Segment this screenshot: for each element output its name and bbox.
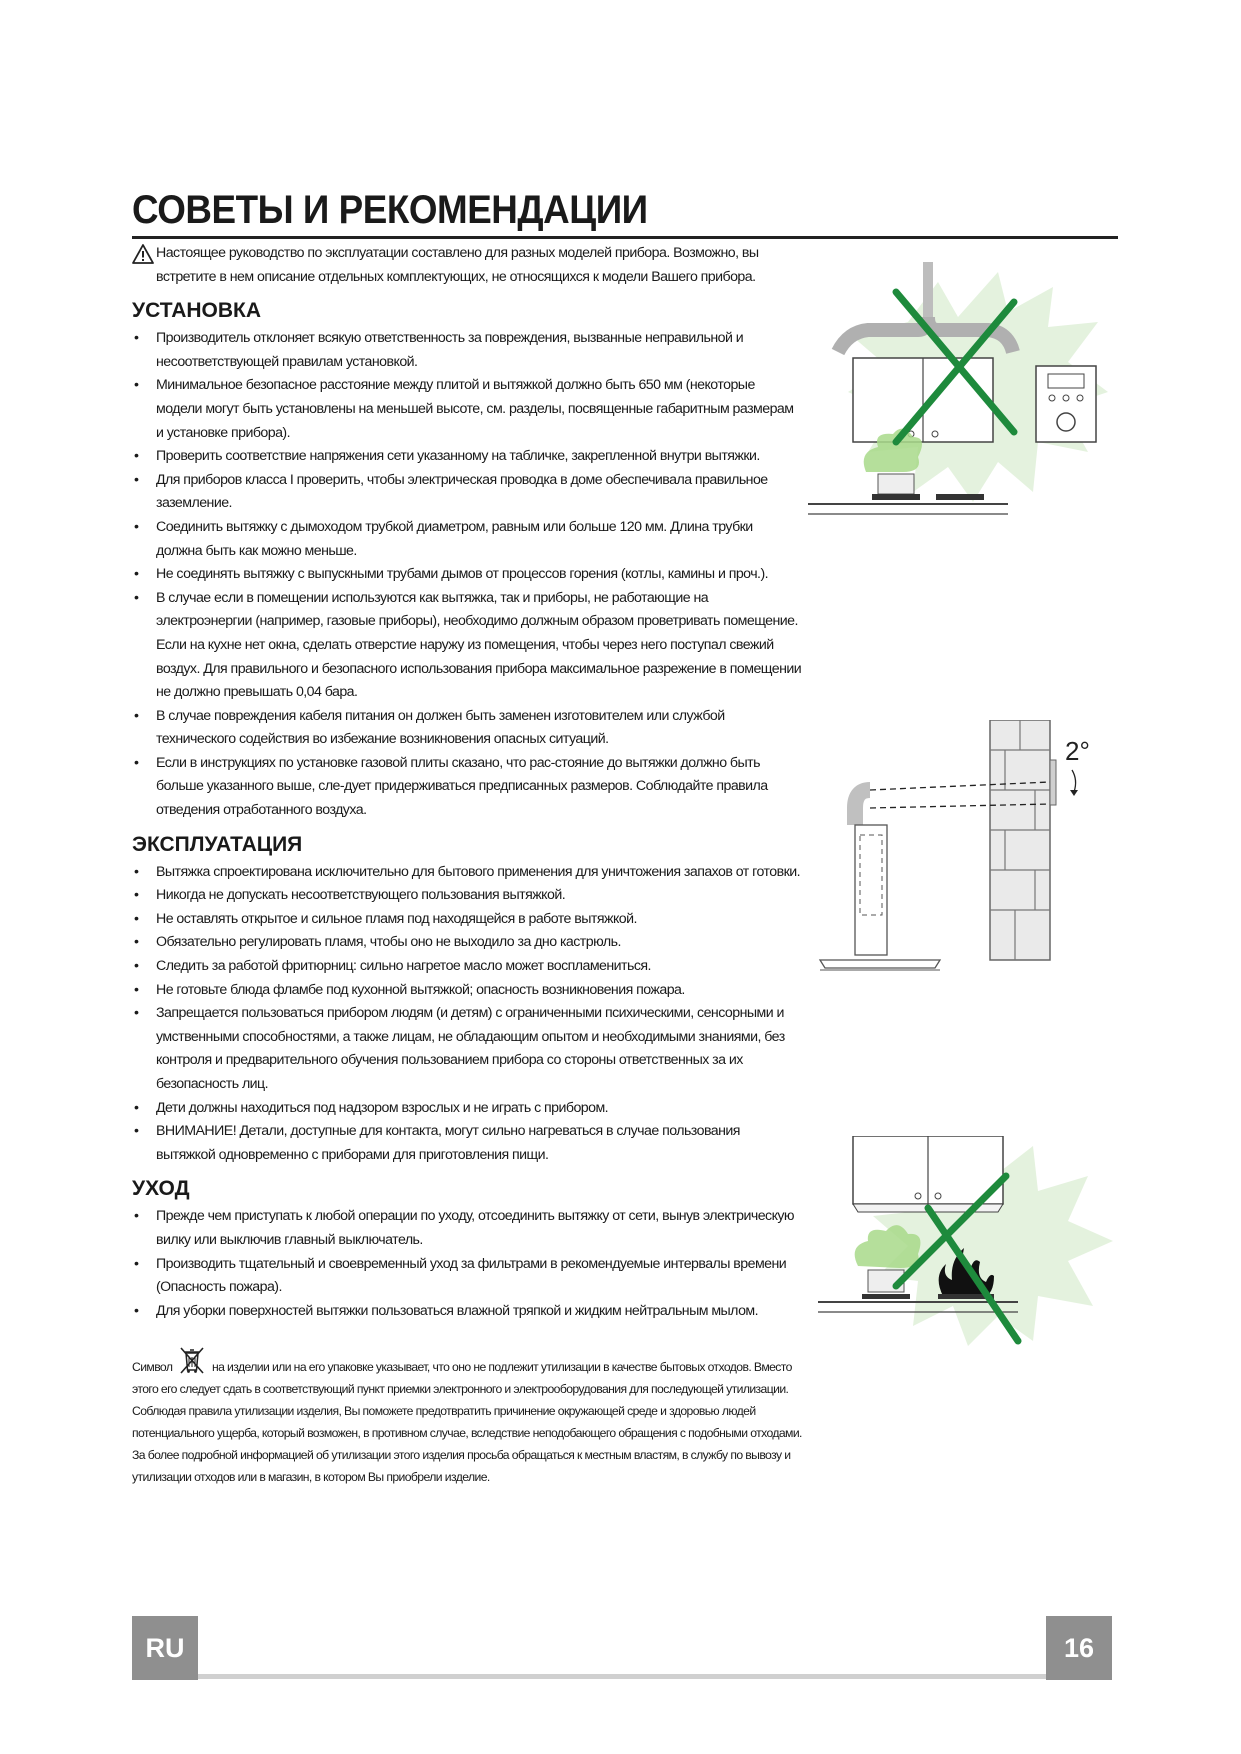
list-item: • Соединить вытяжку с дымоходом трубкой диаметром, равным или больше 120 мм. Длина трубки должна быть как можно меньше. xyxy=(132,516,802,563)
list-item: • Дети должны находиться под надзором взрослых и не играть с прибором. xyxy=(132,1097,802,1121)
section-heading: УХОД xyxy=(132,1177,190,1201)
list-item: • Никогда не допускать несоответствующего пользования вытяжкой. xyxy=(132,884,802,908)
list-item: • Производитель отклоняет всякую ответственность за повреждения, вызванные неправильной и несоответствующей правилам установкой. xyxy=(132,327,802,374)
list-item: • Если в инструкциях по установке газовой плиты сказано, что рас-стояние до вытяжки должно быть больше указанного выше, сле-дует придерживаться предписанных размеров. Соблюдайте правила отведения отработанного воздуха. xyxy=(132,752,802,823)
bullet-list xyxy=(132,327,802,822)
list-item: • Минимальное безопасное расстояние между плитой и вытяжкой должно быть 650 мм (некоторые модели могут быть установлены на меньшей высоте, см. разделы, посвященные габаритным размерам и установке прибора). xyxy=(132,374,802,445)
intro-text: Настоящее руководство по эксплуатации составлено для разных моделей прибора. Возможно, вы встретите в нем описание отдельных комплектующих, не относящихся к модели Вашего прибора. xyxy=(156,245,759,285)
disposal-prefix: Символ xyxy=(132,1360,173,1375)
list-item: • В случае повреждения кабеля питания он должен быть заменен изготовителем или службой технического содействия во избежание возникновения опасных ситуаций. xyxy=(132,705,802,752)
crossed-out-bin-icon xyxy=(177,1345,207,1375)
main-text-column xyxy=(132,242,802,1501)
list-item: • Вытяжка спроектирована исключительно для бытового применения для уничтожения запахов от готовки. xyxy=(132,861,802,885)
language-badge: RU xyxy=(132,1616,198,1680)
list-item: • Следить за работой фритюрниц: сильно нагретое масло может воспламениться. xyxy=(132,955,802,979)
section-heading: УСТАНОВКА xyxy=(132,299,262,323)
list-item: • Обязательно регулировать пламя, чтобы оно не выходило за дно кастрюль. xyxy=(132,931,802,955)
list-item: • Проверить соответствие напряжения сети указанному на табличке, закрепленной внутри вытяжки. xyxy=(132,445,802,469)
illustration-installation-warning xyxy=(808,262,1120,542)
list-item: • Для приборов класса I проверить, чтобы электрическая проводка в доме обеспечивала правильное заземление. xyxy=(132,469,802,516)
list-item: • Для уборки поверхностей вытяжки пользоваться влажной тряпкой и жидким нейтральным мылом. xyxy=(132,1300,802,1324)
disposal-text: на изделии или на его упаковке указывает, что оно не подлежит утилизации в качестве бытовых отходов. Вместо этого его следует сдать в соответствующий пункт приемки электронного и электрооборудования для последующей утилизации. Соблюдая правила утилизации изделия, Вы поможете предотвратить причинение окружающей среде и здоровью людей потенциального ущерба, который возможен, в противном случае, вследствие неподобающего обращения с подобными отходами. За более подробной информацией об утилизации этого изделия просьба обращаться к местным властям, в службу по вывозу и утилизации отходов или в магазин, в котором Вы приобрели изделие. xyxy=(132,1360,802,1485)
list-item: • Запрещается пользоваться прибором людям (и детям) с ограниченными психическими, сенсорными и умственными способностями, а также лицам, не обладающим опытом и необходимыми знаниями, без контроля и предварительного обучения пользованием прибора со стороны ответственных за их безопасность лиц. xyxy=(132,1002,802,1096)
illustration-duct-slope xyxy=(810,720,1110,980)
list-item: • Прежде чем приступать к любой операции по уходу, отсоединить вытяжку от сети, вынув электрическую вилку или выключив главный выключатель. xyxy=(132,1205,802,1252)
list-item: • Не соединять вытяжку с выпускными трубами дымов от процессов горения (котлы, камины и проч.). xyxy=(132,563,802,587)
illustration-flame-warning xyxy=(818,1136,1118,1346)
slope-angle-label: 2° xyxy=(1065,736,1090,766)
footer-rule xyxy=(132,1674,1112,1679)
list-item: • Не оставлять открытое и сильное пламя под находящейся в работе вытяжкой. xyxy=(132,908,802,932)
page-number: 16 xyxy=(1046,1616,1112,1680)
section-heading: ЭКСПЛУАТАЦИЯ xyxy=(132,832,303,856)
warning-triangle-icon xyxy=(132,244,154,264)
list-item: • В случае если в помещении используются как вытяжка, так и приборы, не работающие на электроэнергии (например, газовые приборы), необходимо должным образом проветривать помещение. Если на кухне нет окна, сделать отверстие наружу из помещения, чтобы через него поступал свежий воздух. Для правильного и безопасного использования прибора максимальное разрежение в помещении не должно превышать 0,04 бара. xyxy=(132,587,802,705)
bullet-list xyxy=(132,1205,802,1323)
title-rule xyxy=(132,236,1118,239)
page-title: СОВЕТЫ И РЕКОМЕНДАЦИИ xyxy=(132,188,648,232)
list-item: • Не готовьте блюда фламбе под кухонной вытяжкой; опасность возникновения пожара. xyxy=(132,979,802,1003)
intro-note xyxy=(132,242,802,289)
list-item: • Производить тщательный и своевременный уход за фильтрами в рекомендуемые интервалы времени (Опасность пожара). xyxy=(132,1253,802,1300)
bullet-list xyxy=(132,861,802,1168)
list-item: • ВНИМАНИЕ! Детали, доступные для контакта, могут сильно нагреваться в случае пользования вытяжкой одновременно с приборами для приготовления пищи. xyxy=(132,1120,802,1167)
disposal-note xyxy=(132,1345,802,1488)
sections-container xyxy=(132,297,802,1323)
